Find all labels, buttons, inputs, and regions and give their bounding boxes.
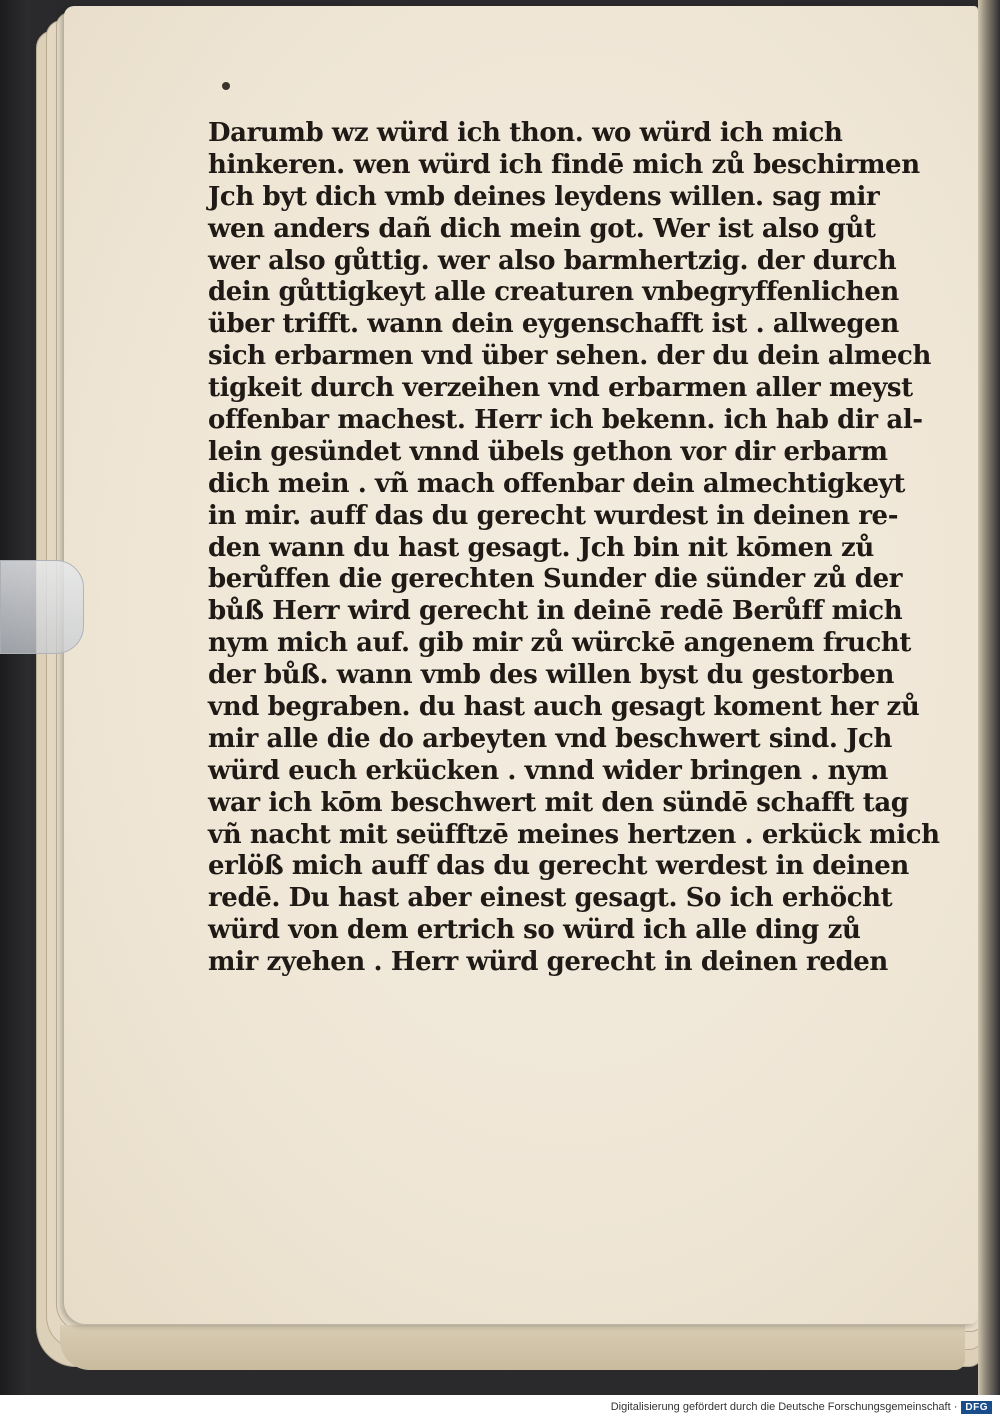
text-line: tigkeit durch verzeihen vnd erbarmen aller meyst — [208, 373, 913, 404]
text-line: vñ nacht mit seüfftzē meines hertzen . erkück mich — [208, 819, 940, 850]
text-line: berůffen die gerechten Sunder die sünder zů der — [208, 564, 903, 595]
funding-footer — [611, 1398, 992, 1416]
text-line: dich mein . vñ mach offenbar dein almechtigkeyt — [208, 468, 905, 499]
scanner-background-left — [0, 0, 30, 1395]
text-line: würd euch erkücken . vnnd wider bringen . nym — [208, 755, 888, 786]
text-line: redē. Du hast aber einest gesagt. So ich erhöcht — [208, 883, 893, 914]
plastic-page-clip — [0, 560, 84, 654]
funding-notice: Digitalisierung gefördert durch die Deutsche Forschungsgemeinschaft · — [610, 1401, 958, 1413]
text-line: mir alle die do arbeyten vnd beschwert sind. Jch — [208, 723, 892, 754]
dfg-logo-icon: DFG — [961, 1401, 992, 1414]
text-line: hinkeren. wen würd ich findē mich zů beschirmen — [208, 149, 920, 180]
text-line: der bůß. wann vmb des willen byst du gestorben — [208, 660, 895, 691]
text-line: war ich kōm beschwert mit den sündē schafft tag — [208, 787, 909, 818]
text-line: Jch byt dich vmb deines leydens willen. sag mir — [208, 181, 880, 212]
text-line: offenbar machest. Herr ich bekenn. ich hab dir al- — [208, 405, 923, 436]
text-line: würd von dem ertrich so würd ich alle ding zů — [208, 915, 861, 946]
text-line: Darumb wz würd ich thon. wo würd ich mich — [208, 118, 843, 148]
page-bottom-edge — [60, 1325, 965, 1370]
ink-speck — [222, 82, 230, 90]
text-line: nym mich auf. gib mir zů würckē angenem frucht — [208, 628, 912, 659]
text-line: dein gůttigkeyt alle creaturen vnbegryffenlichen — [208, 277, 899, 308]
text-line: mir zyehen . Herr würd gerecht in deinen reden — [208, 947, 888, 978]
text-line: erlöß mich auff das du gerecht werdest in deinen — [208, 851, 909, 882]
text-line: wer also gůttig. wer also barmhertzig. der durch — [208, 245, 897, 276]
text-line: in mir. auff das du gerecht wurdest in deinen re- — [208, 500, 899, 531]
text-line: sich erbarmen vnd über sehen. der du dein almech — [208, 341, 931, 372]
text-line: wen anders dañ dich mein got. Wer ist also gůt — [208, 213, 876, 244]
text-line: lein gesündet vnnd übels gethon vor dir erbarm — [208, 436, 888, 467]
page-text-block — [208, 118, 940, 979]
text-line: bůß Herr wird gerecht in deinē redē Berůff mich — [208, 596, 903, 627]
text-line: über trifft. wann dein eygenschafft ist . allwegen — [208, 309, 899, 340]
text-line: den wann du hast gesagt. Jch bin nit kōmen zů — [208, 532, 874, 563]
text-line: vnd begraben. du hast auch gesagt koment her zů — [208, 692, 920, 723]
book-gutter — [978, 0, 1000, 1395]
